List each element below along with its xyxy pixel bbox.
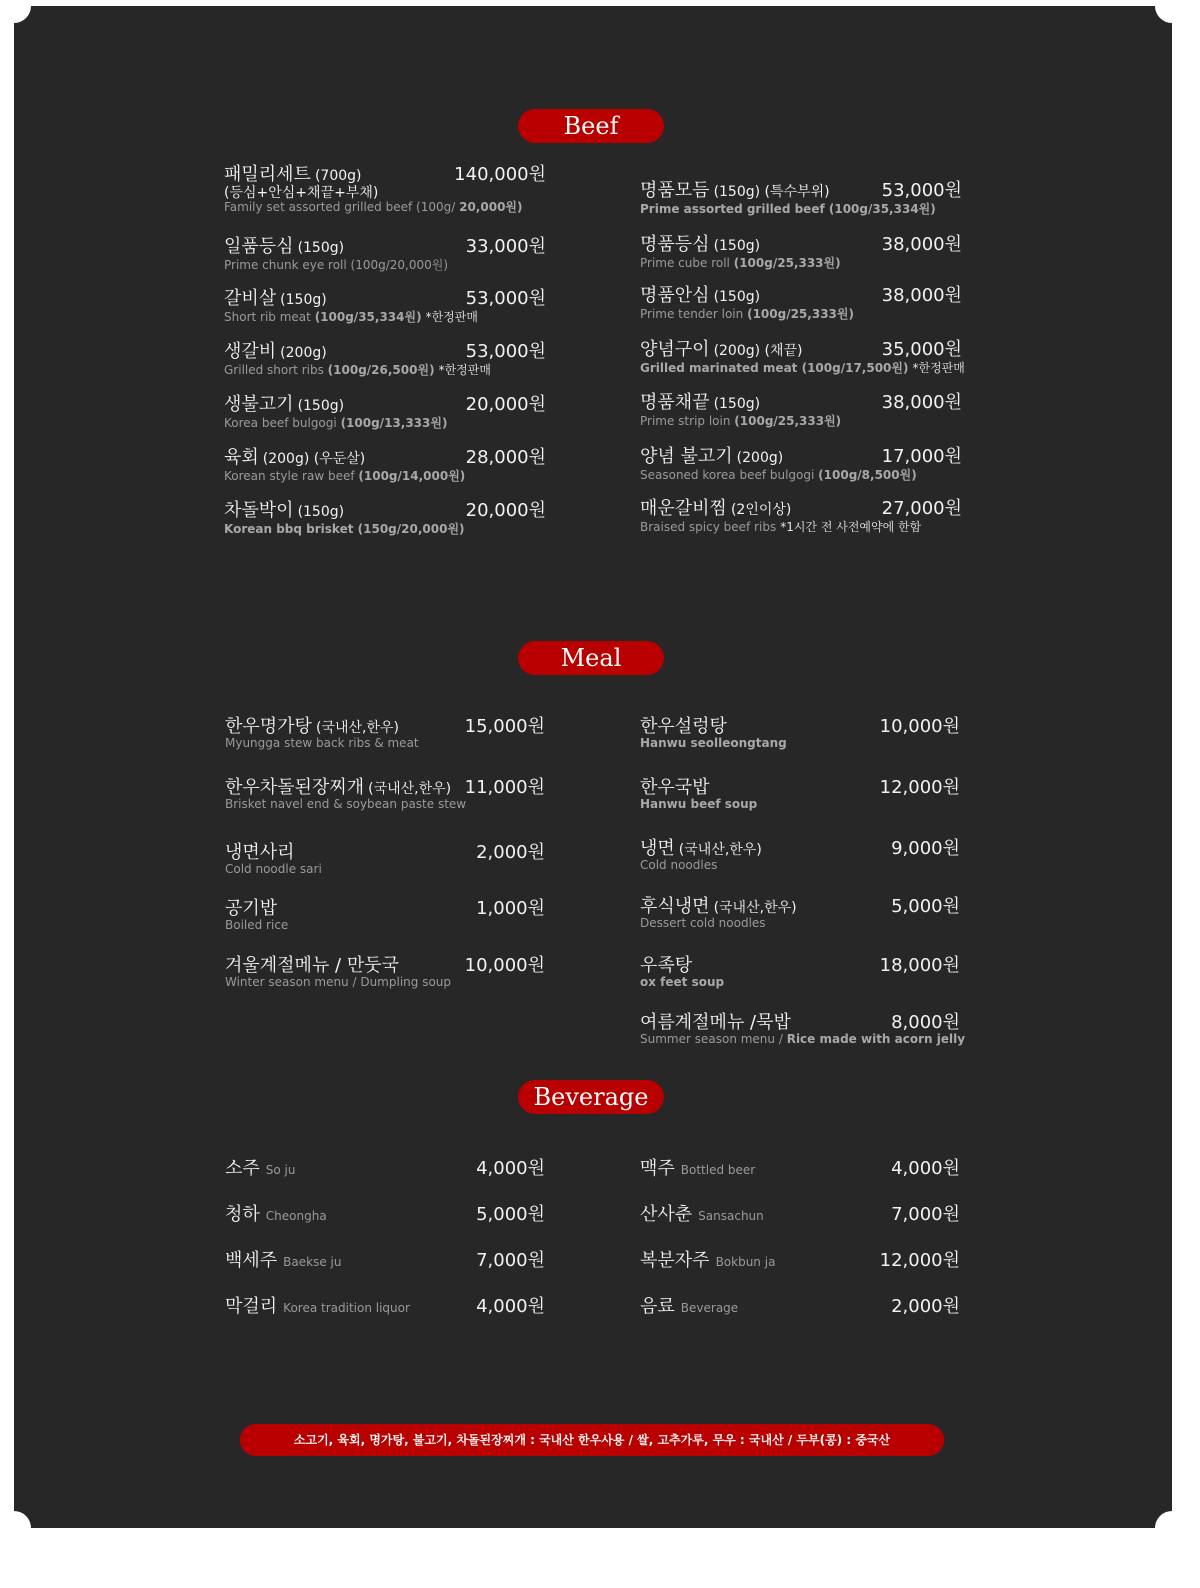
menu-item — [640, 892, 960, 930]
menu-item-price: 18,000원 — [879, 955, 960, 976]
menu-item-line — [640, 951, 960, 979]
beverage-english: Korea tradition liquor — [283, 1301, 410, 1315]
beverage-english: Cheongha — [265, 1209, 327, 1223]
menu-item — [640, 176, 962, 217]
menu-item-portion: (200g) — [736, 450, 784, 466]
menu-item — [224, 443, 546, 484]
menu-item-english-text: Short rib meat — [224, 310, 311, 324]
menu-item-line — [224, 443, 546, 471]
beverage-english: Bokbun ja — [715, 1255, 776, 1269]
menu-item-price: 27,000원 — [881, 498, 962, 519]
menu-item-line — [640, 773, 960, 801]
menu-item — [225, 712, 545, 750]
menu-item-english-text: Dessert cold noodles — [640, 916, 766, 930]
beverage-item — [640, 1200, 960, 1226]
beverage-price: 4,000원 — [891, 1158, 960, 1179]
menu-item-unit-price: (100g/25,333원) — [747, 307, 854, 321]
corner-notch-bl — [0, 1511, 31, 1545]
menu-item-name: 한우명가탕 — [225, 716, 312, 737]
menu-item-unit-price: ox feet soup — [640, 975, 725, 989]
beverage-name: 복분자주 — [640, 1250, 710, 1271]
beverage-price: 7,000원 — [476, 1250, 545, 1271]
menu-item-note: *한정판매 — [425, 310, 478, 324]
menu-item-price: 5,000원 — [891, 896, 960, 917]
menu-item-unit-price: Grilled marinated meat (100g/17,500원) — [640, 361, 909, 375]
menu-item-name: 생불고기 — [224, 394, 294, 415]
menu-item-name: 명품모듬 — [640, 180, 710, 201]
beverage-price: 5,000원 — [476, 1204, 545, 1225]
menu-item-line — [640, 712, 960, 740]
menu-item-price: 35,000원 — [881, 339, 962, 360]
menu-item-line — [640, 388, 962, 416]
menu-item-line — [224, 232, 546, 260]
menu-item-unit-price: (100g/8,500원) — [818, 468, 917, 482]
beverage-item — [225, 1200, 545, 1226]
menu-item-name: 매운갈비찜 — [640, 498, 727, 519]
menu-item-english-text: Prime chunk eye roll (100g/20,000원) — [224, 258, 449, 272]
menu-item-english-text: Winter season menu / Dumpling soup — [225, 975, 452, 989]
menu-item-portion: (200g) (채끝) — [713, 343, 803, 359]
menu-item-portion: (국내산,한우) — [315, 720, 399, 736]
menu-item — [225, 838, 545, 876]
beverage-price: 4,000원 — [476, 1296, 545, 1317]
menu-item-line — [640, 834, 960, 862]
menu-item-unit-price: Hanwu beef soup — [640, 797, 758, 811]
menu-item-price: 2,000원 — [476, 842, 545, 863]
menu-item — [225, 894, 545, 932]
menu-item-unit-price: Korean bbq brisket (150g/20,000원) — [224, 522, 465, 536]
menu-item-line — [640, 494, 962, 522]
beverage-item — [640, 1292, 960, 1318]
menu-item-name: 양념 불고기 — [640, 446, 733, 467]
beverage-price: 12,000원 — [879, 1250, 960, 1271]
menu-item-portion: (국내산,한우) — [368, 781, 452, 797]
menu-item-name: 갈비살 — [224, 288, 277, 309]
menu-item-portion: (150g) — [280, 292, 327, 308]
menu-item-english-text: Prime strip loin — [640, 414, 731, 428]
menu-item-unit-price: (100g/25,333원) — [733, 256, 841, 270]
menu-item-price: 20,000원 — [465, 500, 546, 521]
menu-item-name: 생갈비 — [224, 341, 277, 362]
menu-item-price: 10,000원 — [464, 955, 545, 976]
menu-item-price: 20,000원 — [465, 394, 546, 415]
section-title-beef: Beef — [518, 109, 664, 143]
menu-item-name: 한우설렁탕 — [640, 716, 727, 737]
menu-item — [225, 773, 545, 811]
menu-item-name: 패밀리세트 — [224, 164, 311, 185]
menu-item-english-text: Cold noodles — [640, 858, 718, 872]
menu-item-name: 명품채끝 — [640, 392, 710, 413]
menu-item-english-text: Seasoned korea beef bulgogi — [640, 468, 815, 482]
menu-item-english-text: Braised spicy beef ribs — [640, 520, 777, 534]
menu-item-english-text: Korea beef bulgogi — [224, 416, 337, 430]
menu-item-line — [224, 390, 546, 418]
menu-item-unit-price: (100g/25,333원) — [734, 414, 842, 428]
menu-item-price: 53,000원 — [465, 341, 546, 362]
menu-board — [14, 6, 1172, 1528]
menu-item-english-text: Cold noodle sari — [225, 862, 322, 876]
menu-item-line — [225, 951, 545, 979]
beverage-english: Baekse ju — [283, 1255, 342, 1269]
menu-item-name: 공기밥 — [225, 898, 278, 919]
menu-item-portion: (150g) — [297, 504, 345, 520]
menu-item-line — [224, 160, 546, 188]
menu-item — [224, 160, 546, 215]
menu-item — [640, 834, 960, 872]
menu-item-name: 한우차돌된장찌개 — [225, 777, 365, 798]
menu-item-portion: (150g) — [297, 398, 345, 414]
menu-item-price: 53,000원 — [881, 180, 962, 201]
menu-item-name: 한우국밥 — [640, 777, 710, 798]
beverage-english: Sansachun — [698, 1209, 764, 1223]
menu-item-line — [640, 176, 962, 204]
menu-item-name: 명품안심 — [640, 285, 710, 306]
menu-item-name: 육회 — [224, 447, 259, 468]
menu-item-line — [224, 284, 546, 312]
menu-item-price: 15,000원 — [464, 716, 545, 737]
menu-item-unit-price: (100g/35,334원) — [314, 310, 422, 324]
menu-item-english-text: Brisket navel end & soybean paste stew — [225, 797, 467, 811]
menu-item-line — [640, 230, 962, 258]
menu-item-price: 1,000원 — [476, 898, 545, 919]
menu-item — [640, 773, 960, 811]
menu-item-english-text: Korean style raw beef — [224, 469, 355, 483]
menu-item-price: 33,000원 — [465, 236, 546, 257]
beverage-english: Beverage — [680, 1301, 739, 1315]
menu-item-line — [224, 496, 546, 524]
menu-item-english — [224, 198, 546, 215]
menu-item-portion: (150g) — [713, 396, 761, 412]
menu-item-unit-price: (100g/13,333원) — [340, 416, 448, 430]
menu-item-line — [640, 442, 962, 470]
menu-item-portion: (국내산,한우) — [713, 900, 797, 916]
section-title-beverage: Beverage — [518, 1080, 664, 1114]
menu-item-price: 53,000원 — [465, 288, 546, 309]
menu-item-line — [640, 335, 962, 363]
menu-item-line — [225, 712, 545, 740]
menu-item-unit-price: Prime assorted grilled beef (100g/35,334원) — [640, 202, 936, 216]
menu-item-portion: (150g) — [713, 289, 761, 305]
menu-item-price: 8,000원 — [891, 1012, 960, 1033]
menu-item-name: 차돌박이 — [224, 500, 294, 521]
beverage-name: 소주 — [225, 1158, 260, 1179]
menu-item-portion: (국내산,한우) — [678, 842, 762, 858]
menu-item — [640, 951, 960, 989]
menu-item-unit-price: 20,000원) — [459, 200, 523, 214]
menu-item — [640, 1008, 966, 1046]
beverage-item — [225, 1292, 545, 1318]
menu-item-line — [640, 281, 962, 309]
beverage-name: 음료 — [640, 1296, 675, 1317]
menu-item-english-text: Myungga stew back ribs & meat — [225, 736, 419, 750]
menu-item-line — [225, 894, 545, 922]
menu-item-name: 양념구이 — [640, 339, 710, 360]
menu-item-line — [640, 1008, 960, 1036]
beverage-name: 산사춘 — [640, 1204, 693, 1225]
menu-item-english-text: Prime cube roll — [640, 256, 730, 270]
menu-item — [640, 281, 962, 322]
menu-item-english-text: Family set assorted grilled beef (100g/ — [224, 200, 456, 214]
beverage-name: 맥주 — [640, 1158, 675, 1179]
menu-item-price: 140,000원 — [454, 164, 546, 185]
menu-item — [224, 496, 546, 537]
menu-item — [640, 712, 960, 750]
menu-item-price: 17,000원 — [881, 446, 962, 467]
menu-item-english-text: Grilled short ribs — [224, 363, 324, 377]
menu-item-price: 10,000원 — [879, 716, 960, 737]
menu-item-line — [640, 892, 960, 920]
menu-item-note: *한정판매 — [912, 361, 965, 375]
menu-item-detail: (등심+안심+채끝+부채) — [224, 185, 379, 201]
beverage-price: 2,000원 — [891, 1296, 960, 1317]
menu-item-price: 38,000원 — [881, 234, 962, 255]
beverage-item — [225, 1154, 545, 1180]
menu-item — [224, 284, 546, 325]
beverage-item — [640, 1154, 960, 1180]
menu-item-unit-price: Hanwu seolleongtang — [640, 736, 787, 750]
beverage-english: Bottled beer — [680, 1163, 756, 1177]
menu-item-english-text: Boiled rice — [225, 918, 289, 932]
menu-item — [640, 442, 962, 483]
corner-notch-br — [1155, 1511, 1189, 1545]
menu-item-name: 후식냉면 — [640, 896, 710, 917]
menu-item — [225, 951, 545, 989]
beverage-price: 7,000원 — [891, 1204, 960, 1225]
menu-item-portion: (150g) (특수부위) — [713, 184, 830, 200]
menu-item-portion: (200g) (우둔살) — [262, 451, 366, 467]
menu-item-unit-price: Rice made with acorn jelly — [786, 1032, 966, 1046]
menu-item-portion: (700g) — [314, 168, 362, 184]
menu-item-line — [225, 838, 545, 866]
menu-item-english-text: Prime tender loin — [640, 307, 744, 321]
menu-item-portion: (200g) — [280, 345, 327, 361]
menu-item — [640, 335, 965, 376]
menu-item-note: *한정판매 — [438, 363, 491, 377]
menu-item — [640, 388, 962, 429]
menu-item-price: 38,000원 — [881, 285, 962, 306]
beverage-name: 막걸리 — [225, 1296, 278, 1317]
menu-item-portion: (150g) — [713, 238, 761, 254]
menu-item — [224, 337, 546, 378]
menu-item-price: 28,000원 — [465, 447, 546, 468]
section-title-meal: Meal — [518, 641, 664, 675]
menu-item — [224, 232, 546, 273]
beverage-name: 백세주 — [225, 1250, 278, 1271]
menu-item-portion: (2인이상) — [730, 502, 792, 518]
menu-item-price: 38,000원 — [881, 392, 962, 413]
menu-item — [640, 494, 962, 535]
menu-item-name: 우족탕 — [640, 955, 693, 976]
menu-item-line — [224, 337, 546, 365]
beverage-item — [225, 1246, 545, 1272]
menu-item — [640, 230, 962, 271]
menu-item-english-text: Summer season menu / — [640, 1032, 783, 1046]
menu-item-name: 겨울계절메뉴 / 만둣국 — [225, 955, 399, 976]
beverage-name: 청하 — [225, 1204, 260, 1225]
menu-item-note: *1시간 전 사전예약에 한함 — [780, 520, 922, 534]
beverage-price: 4,000원 — [476, 1158, 545, 1179]
menu-item-name: 여름계절메뉴 /묵밥 — [640, 1012, 791, 1033]
menu-item-price: 9,000원 — [891, 838, 960, 859]
menu-item-price: 11,000원 — [464, 777, 545, 798]
origin-notice: 소고기, 육회, 명가탕, 불고기, 차돌된장찌개 : 국내산 한우사용 / 쌀, 고추가루, 무우 : 국내산 / 두부(콩) : 중국산 — [240, 1424, 944, 1456]
menu-item-unit-price: (100g/26,500원) — [327, 363, 435, 377]
beverage-item — [640, 1246, 960, 1272]
menu-item-name: 냉면 — [640, 838, 675, 859]
menu-item-unit-price: (100g/14,000원) — [358, 469, 466, 483]
menu-item — [224, 390, 546, 431]
menu-item-price: 12,000원 — [879, 777, 960, 798]
menu-item-name: 냉면사리 — [225, 842, 295, 863]
menu-item-line — [225, 773, 545, 801]
menu-item-name: 명품등심 — [640, 234, 710, 255]
menu-item-name: 일품등심 — [224, 236, 294, 257]
menu-item-portion: (150g) — [297, 240, 345, 256]
beverage-english: So ju — [265, 1163, 296, 1177]
